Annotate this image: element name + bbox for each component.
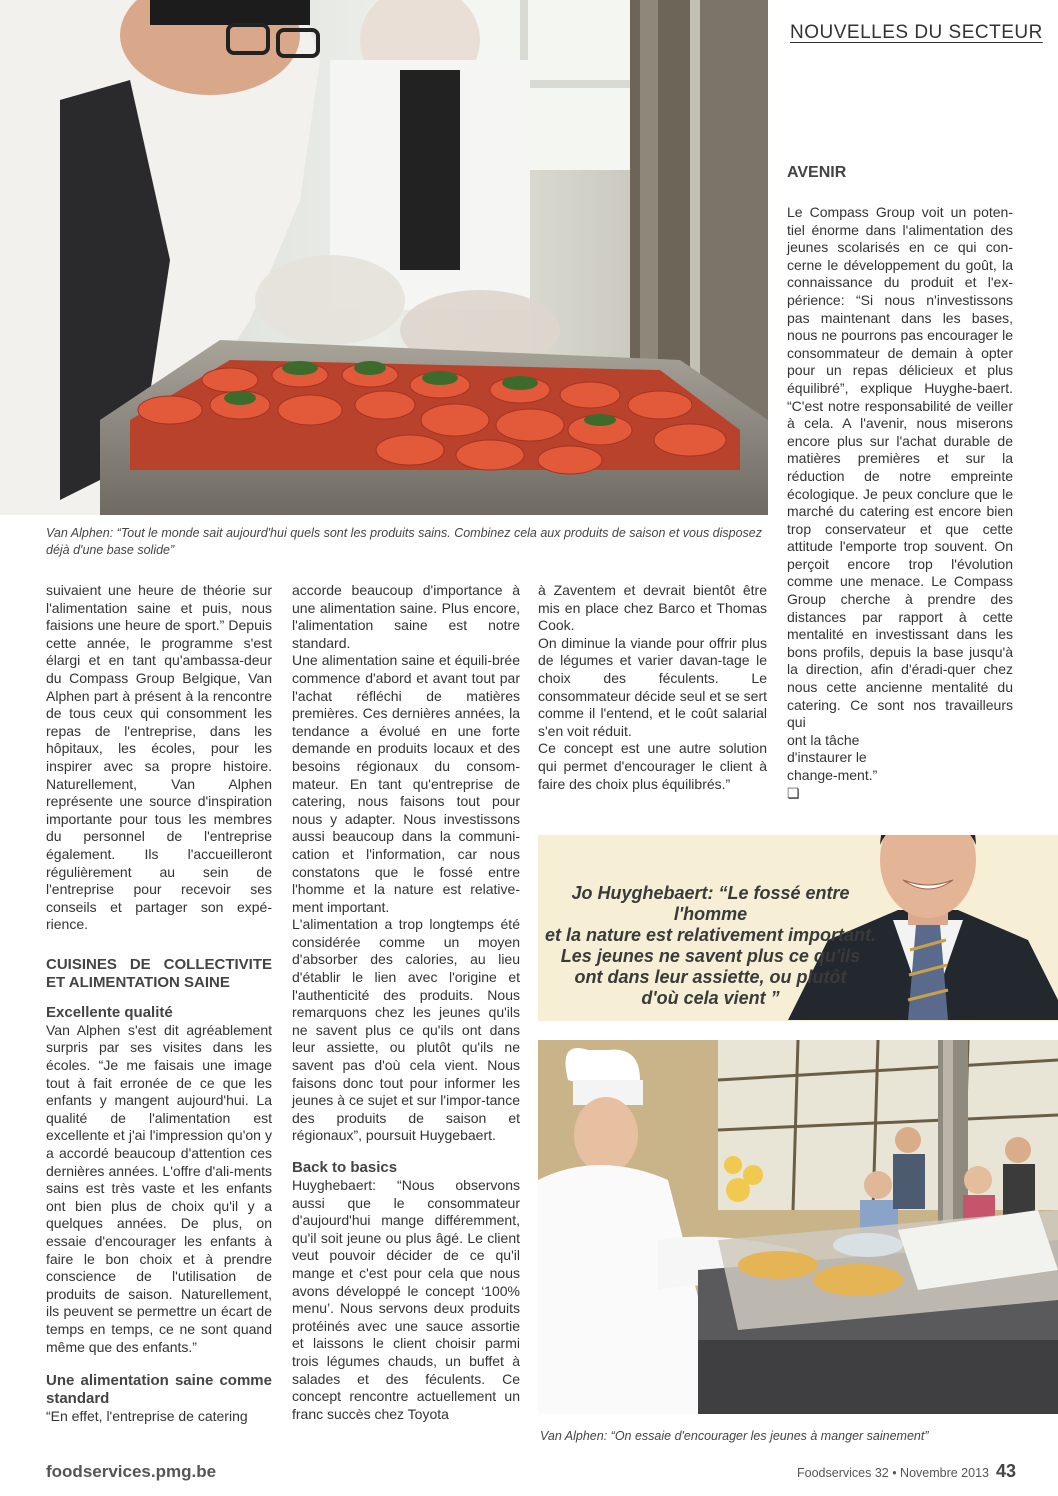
top-photo-caption: Van Alphen: “Tout le monde sait aujourd'hui quels sont les produits sains. Combinez cela aux produits de saison et vous disposez déjà d'une base solide”: [46, 526, 763, 557]
paragraph: Le Compass Group voit un poten-tiel énorme dans l'alimentation des jeunes scolarisés en ce qui con-cerne le développement du goût, la connaissance du produit et l'ex-périence: “Si nous n'investissons pas maintenant dans les bases, nous ne pourrons pas encourager le consommateur de demain à opter pour un repas délicieux et plus équilibré”, explique Huyghe-baert. “C'est notre responsabilité de veiller à cela. A l'avenir, nous miserons encore plus sur l'achat durable de matières premières et sur la réduction de notre empreinte écologique. Je peux conclure que le marché du catering est encore bien trop conservateur et que cette attitude l'emporte trop souvent. On perçoit encore trop l'évolution comme une menace. Le Compass Group cherche à prendre des distances par rapport à cette mentalité en investissant dans les bons profils, depuis la base jusqu'à la direction, afin d'éradi-quer chez nous cette ancienne mentalité du catering. Ce sont nos travailleurs qui: [787, 204, 1013, 731]
bottom-photo: [538, 1040, 1058, 1414]
column-2: [292, 582, 520, 1423]
bottom-photo-caption: Van Alphen: “On essaie d'encourager les jeunes à manger sainement”: [540, 1429, 929, 1443]
paragraph: à Zaventem et devrait bientôt être mis en place chez Barco et Thomas Cook.: [538, 582, 767, 634]
quote-line: d'où cela vient ”: [641, 988, 780, 1008]
top-photo: [0, 0, 768, 515]
paragraph: “En effet, l'entreprise de catering: [46, 1408, 248, 1425]
paragraph: accorde beaucoup d'importance à une alimentation saine. Plus encore, l'alimentation saine est notre standard.: [292, 582, 520, 651]
page-number: 43: [996, 1461, 1017, 1481]
quote-line: Les jeunes ne savent plus ce qu'ils: [560, 946, 861, 966]
paragraph: Huyghebaert: “Nous observons aussi que le consommateur d'aujourd'hui mange différemment, qu'il soit jeune ou plus âgé. Le client veut pouvoir décider de ce qu'il mange et c'est pour cela que nous avons développé le concept ‘100% menu’. Nous servons deux produits protéinés avec une sauce assortie et laissons le client choisir parmi trois légumes chauds, un buffet à salades et des féculents. Ce concept rencontre actuellement un franc succès chez Toyota: [292, 1177, 520, 1422]
paragraph: Ce concept est une autre solution qui permet d'encourager le client à faire des choix plus équilibrés.”: [538, 740, 767, 792]
paragraph: L'alimentation a trop longtemps été considérée comme un moyen d'absorber des calories, au lieu d'établir le lien avec l'origine et l'authenticité des produits. Nous remarquons chez les jeunes qu'ils ne savent plus ce qu'ils ont dans leur assiette, ou plutôt qu'ils ne savent pas d'où cela vient. Nous faisons donc tout pour informer les jeunes à ce sujet et sur l'impor-tance des produits de saison et régionaux”, poursuit Huygebaert.: [292, 916, 520, 1144]
paragraph: Van Alphen s'est dit agréablement surpris par ses visites dans les écoles. “Je me faisais une image tout à fait erronée de ce que les enfants y mangent aujourd'hui. La qualité de l'alimentation est excellente et j'ai l'impression qu'on y a accordé beaucoup d'attention ces dernières années. L'offre d'ali-ments sains est très vaste et les enfants ont bien plus de choix qu'il y a quelques années. De plus, on essaie d'encourager les enfants à faire le bon choix et à prendre conscience de l'utilisation de produits de saison. Naturellement, ils peuvent se permettre un écart de temps en temps, ce ne sont quand même que des enfants.”: [46, 1021, 272, 1355]
section-tag: NOUVELLES DU SECTEUR: [790, 22, 1043, 43]
avenir-heading: AVENIR: [787, 164, 847, 181]
section-heading: CUISINES DE COLLECTIVITE ET ALIMENTATION SAINE: [46, 955, 272, 991]
column-4: [787, 204, 1013, 802]
footer-site[interactable]: foodservices.pmg.be: [46, 1462, 217, 1481]
quote-line: et la nature est relativement important.: [544, 925, 877, 945]
quote-line: Jo Huyghebaert: “Le fossé entre l'homme: [571, 883, 850, 924]
column-1: [46, 582, 272, 1426]
column-3: [538, 582, 767, 793]
subheading: Une alimentation saine comme standard: [46, 1372, 272, 1408]
pull-quote: [538, 883, 883, 1009]
subheading: Back to basics: [292, 1159, 398, 1176]
paragraph: Une alimentation saine et équili-brée commence d'abord et avant tout par l'achat réfléchi de matières premières. Ces dernières années, la tendance a évolué en une forte demande en produits locaux et des besoins régionaux du consom-mateur. En tant qu'entreprise de catering, nous faisons tout pour nous y adapter. Nous investissons aussi beaucoup dans la communi-cation et l'information, car nous constatons que le fossé entre l'homme et la nature est relative-ment important.: [292, 652, 520, 915]
paragraph-end: ont la tâche d'instaurer le change-ment.” ❏: [787, 731, 878, 801]
subheading: Excellente qualité: [46, 1003, 173, 1021]
quote-line: ont dans leur assiette, ou plutôt: [574, 967, 847, 987]
paragraph: suivaient une heure de théorie sur l'alimentation saine et puis, nous faisions une heure de sport.” Depuis cette année, le programme s'est élargi et en tant qu'ambassa-deur du Compass Group Belgique, Van Alphen part à présent à la rencontre de tous ceux qui consomment les repas de l'entreprise, dans les hôpitaux, les écoles, pour les inspirer avec sa propre histoire. Naturellement, Van Alphen représente une source d'inspiration importante pour tous les membres du personnel de l'entreprise également. Ils l'accueilleront régulièrement au sein de l'entreprise pour recevoir ses conseils et partager son expé-rience.: [46, 582, 272, 933]
footer-issue: Foodservices 32 • Novembre 2013: [797, 1466, 989, 1480]
paragraph: On diminue la viande pour offrir plus de légumes et varier davan-tage le choix des féculents. Le consommateur décide seul et se sert comme il l'entend, et le coût salarial s'en voit réduit.: [538, 634, 767, 739]
quote-box: [538, 835, 1058, 1021]
